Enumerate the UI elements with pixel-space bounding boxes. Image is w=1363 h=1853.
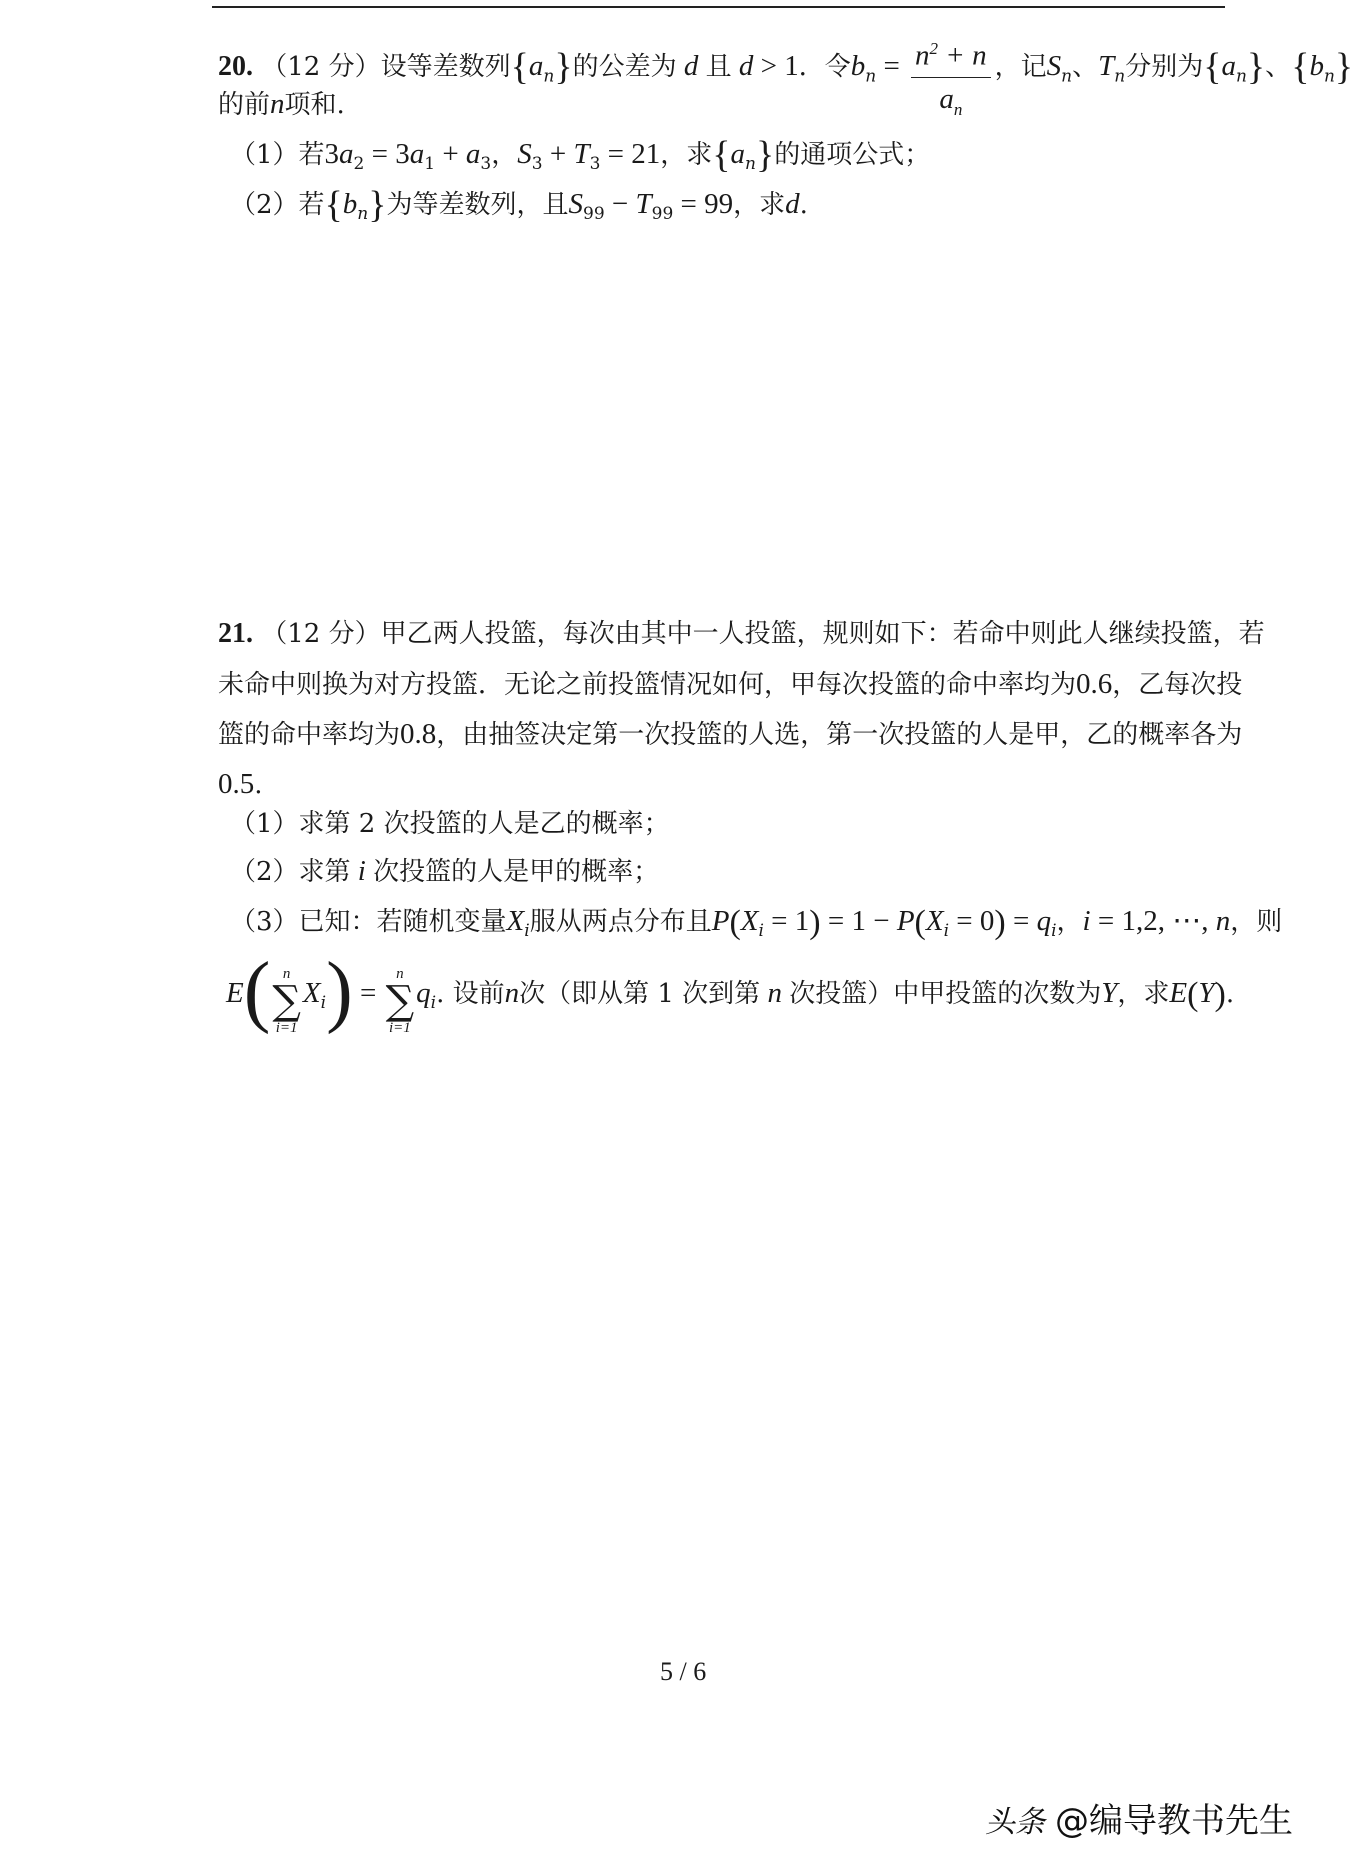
q21-number: 21. bbox=[218, 618, 253, 649]
top-rule bbox=[212, 6, 1225, 8]
q21-line-1: 21. （12 分）甲乙两人投篮，每次由其中一人投篮，规则如下：若命中则此人继续投篮，若 bbox=[218, 618, 1265, 649]
q21-line-4: 0.5. bbox=[218, 768, 263, 800]
q20-part-1: （1）若$3a_2 = 3a_1 + a_3$，$S_3 + T_3 = 21$，求$\{a_n\}$的通项公式； bbox=[230, 134, 931, 176]
watermark bbox=[985, 1793, 1293, 1842]
q21-part-2: （2）求第 i 次投篮的人是甲的概率； bbox=[230, 855, 660, 887]
q20-number: 20. bbox=[218, 51, 253, 83]
watermark-handle: @编导教书先生 bbox=[1055, 1801, 1293, 1841]
sum-symbol: n ∑ i=1 bbox=[272, 966, 301, 1036]
q20-part-2: （2）若$\{b_n\}$为等差数列，且$S_{99} - T_{99} = 99$，求d. bbox=[230, 184, 808, 226]
q21-part-3-continued: E( n ∑ i=1 $X_i$) = n ∑ i=1 $q_i$. 设前n次（即从第 1 次到第 n 次投篮）中甲投篮的次数为Y，求E(Y). bbox=[226, 947, 1235, 1036]
watermark-logo: 头条 bbox=[985, 1805, 1045, 1840]
q20-line-1: 20. （12 分）设等差数列$\{a_n\}$的公差为 d 且 d > 1．令$b_n$ = $\frac{n^2 + n}{a_n}$ ，记$S_n$、$T_n$分别为$\{a_n\}$、$\{b_n\}$ bbox=[218, 22, 1218, 114]
fraction-bn: $\frac{n^2 + n}{a_n}$ bbox=[911, 32, 991, 124]
q20-points: （12 分）设等差数列 bbox=[261, 52, 511, 83]
q20-line-2: 的前n项和. bbox=[218, 88, 345, 120]
q21-part-3: （3）已知：若随机变量$X_i$服从两点分布且$P(X_i = 1) = 1 - P(X_i = 0) = q_i$，i = 1,2, ⋯, n，则 bbox=[230, 904, 1283, 942]
sum-symbol: n ∑ i=1 bbox=[385, 966, 415, 1036]
q21-part-1: （1）求第 2 次投篮的人是乙的概率； bbox=[230, 809, 670, 839]
page-number: 5 / 6 bbox=[660, 1657, 707, 1686]
q21-line-2: 未命中则换为对方投篮．无论之前投篮情况如何，甲每次投篮的命中率均为0.6，乙每次投 bbox=[218, 668, 1243, 700]
q21-line-3: 篮的命中率均为0.8，由抽签决定第一次投篮的人选，第一次投篮的人是甲，乙的概率各为 bbox=[218, 718, 1243, 750]
